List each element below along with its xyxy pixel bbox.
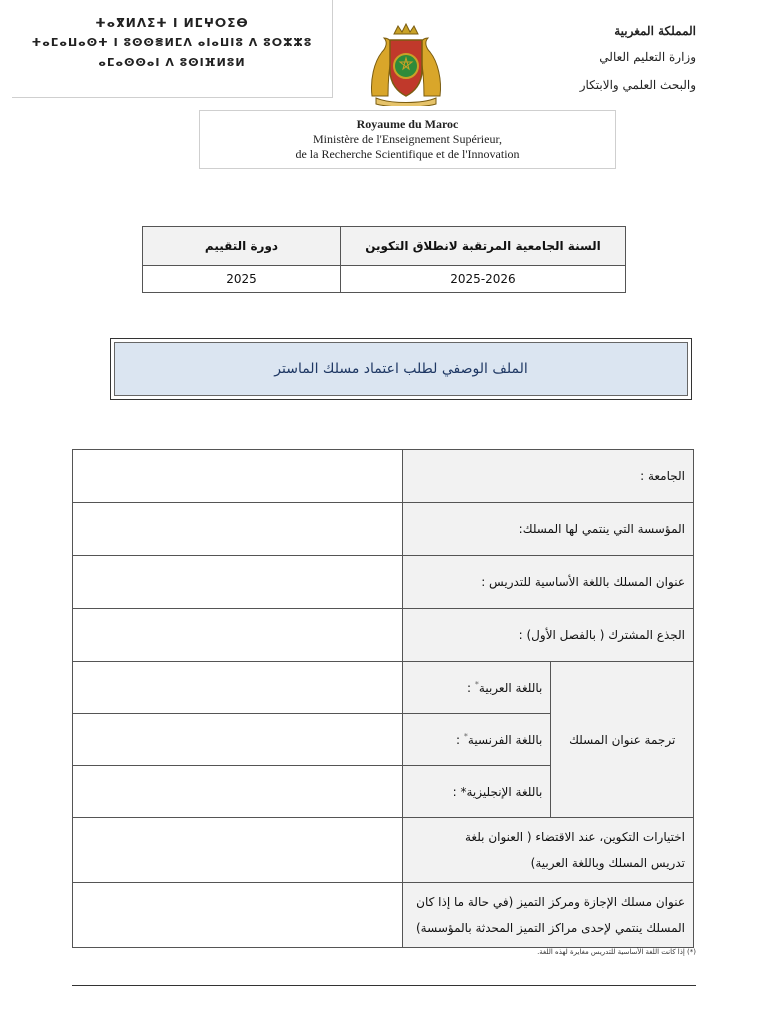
french-title-field[interactable]: [73, 714, 403, 766]
title-banner: [110, 338, 692, 400]
tifinagh-line-1: ⵜⴰⴳⵍⴷⵉⵜ ⵏ ⵍⵎⵖⵔⵉⴱ: [95, 16, 249, 30]
track-title-label: عنوان المسلك باللغة الأساسية للتدريس :: [402, 556, 693, 609]
tifinagh-line-3: ⴰⵎⴰⵙⵙⴰⵏ ⴷ ⵓⵙⵏⴼⵍⵓⵍ: [98, 56, 246, 69]
colon: :: [467, 681, 472, 695]
moroccan-coat-of-arms-icon: [366, 22, 446, 106]
tifinagh-line-2: ⵜⴰⵎⴰⵡⴰⵙⵜ ⵏ ⵓⵙⵙⴻⵍⵎⴷ ⴰⵏⴰⵡⵏⵓ ⴷ ⵓⵔⵣⵣⵓ: [31, 36, 313, 49]
arabic-header-line-3: والبحث العلمي والابتكار: [579, 78, 696, 92]
title-translation-label: ترجمة عنوان المسلك: [551, 662, 694, 818]
training-options-line-1: اختيارات التكوين، عند الاقتضاء ( العنوان بلغة: [464, 830, 685, 844]
colon: :: [452, 784, 457, 799]
english-title-label: [402, 766, 551, 818]
session-year-header: السنة الجامعية المرتقبة لانطلاق التكوين: [341, 227, 626, 266]
licence-track-line-2: المسلك ينتمي لإحدى مراكز التميز المحدثة بالمؤسسة): [416, 921, 685, 935]
english-title-text: باللغة الإنجليزية*: [460, 784, 543, 799]
page-title: الملف الوصفي لطلب اعتماد مسلك الماستر: [114, 342, 688, 396]
tifinagh-header: [12, 0, 333, 98]
evaluation-session-header: دورة التقييم: [143, 227, 341, 266]
training-options-label: [402, 818, 693, 883]
institution-field[interactable]: [73, 503, 403, 556]
institution-label: المؤسسة التي ينتمي لها المسلك:: [402, 503, 693, 556]
training-options-line-2: تدريس المسلك وباللغة العربية): [530, 856, 685, 870]
university-label: الجامعة :: [402, 450, 693, 503]
session-year-value: 2025-2026: [341, 266, 626, 293]
track-title-field[interactable]: [73, 556, 403, 609]
arabic-title-field[interactable]: [73, 662, 403, 714]
arabic-header-line-2: وزارة التعليم العالي: [599, 50, 696, 64]
licence-track-field[interactable]: [73, 883, 403, 948]
footer-divider: [72, 985, 696, 986]
common-core-field[interactable]: [73, 609, 403, 662]
master-track-form: [72, 449, 694, 948]
french-header-line-3: de la Recherche Scientifique et de l'Innovation: [295, 147, 520, 161]
french-header-line-2: Ministère de l'Enseignement Supérieur,: [313, 132, 502, 146]
university-field[interactable]: [73, 450, 403, 503]
arabic-title-label: [402, 662, 551, 714]
common-core-label: الجذع المشترك ( بالفصل الأول) :: [402, 609, 693, 662]
english-title-field[interactable]: [73, 766, 403, 818]
french-header-line-1: Royaume du Maroc: [356, 117, 459, 131]
licence-track-label: [402, 883, 693, 948]
french-title-text: باللغة الفرنسية: [467, 733, 543, 747]
licence-track-line-1: عنوان مسلك الإجازة ومركز التميز (في حالة ما إذا كان: [416, 895, 685, 909]
arabic-header-line-1: المملكة المغربية: [614, 24, 696, 38]
evaluation-session-value: 2025: [143, 266, 341, 293]
required-mark: *: [463, 732, 468, 741]
colon: :: [456, 733, 461, 747]
arabic-title-text: باللغة العربية: [478, 681, 543, 695]
french-title-label: [402, 714, 551, 766]
french-header: [199, 110, 616, 169]
session-table: [142, 226, 626, 293]
footnote: (*) إذا كانت اللغة الأساسية للتدريس مغايرة لهذه اللغة.: [537, 948, 696, 956]
required-mark: *: [474, 680, 479, 689]
training-options-field[interactable]: [73, 818, 403, 883]
